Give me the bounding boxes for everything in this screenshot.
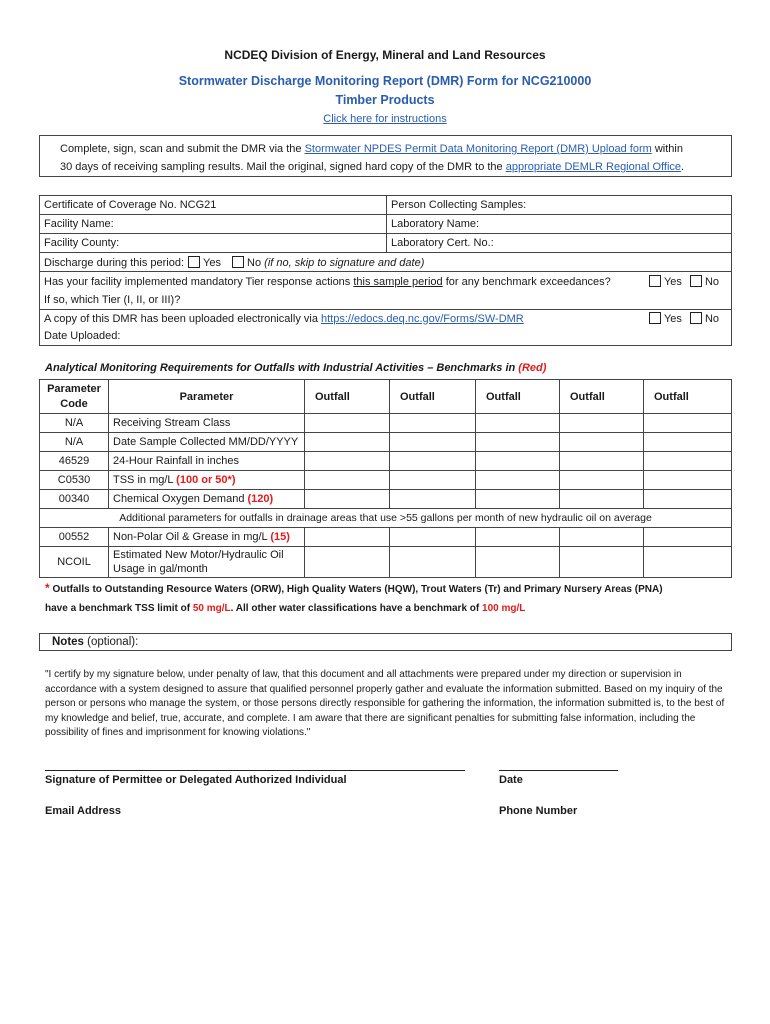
notes-optional: (optional): [83, 636, 139, 648]
outfall-cell[interactable] [305, 414, 390, 433]
notes-field[interactable] [39, 633, 732, 651]
outfall-cell[interactable] [390, 547, 476, 578]
upload-text: A copy of this DMR has been uploaded electronically via [44, 312, 321, 325]
discharge-yes-checkbox[interactable] [188, 256, 200, 268]
tier-which-field[interactable]: If so, which Tier (I, II, or III)? [44, 293, 181, 306]
form-subtitle: Timber Products [335, 93, 435, 107]
person-collecting-field[interactable]: Person Collecting Samples: [387, 196, 732, 215]
table-row [40, 528, 732, 547]
facility-county-field[interactable]: Facility County: [40, 234, 387, 253]
intro-text-4: . [681, 161, 685, 173]
footnote-100: 100 mg/L [482, 603, 526, 614]
tier-question-underlined: this sample period [353, 275, 443, 288]
email-label: Email Address [45, 805, 122, 817]
outfall-cell[interactable] [560, 547, 644, 578]
monitoring-heading [45, 362, 546, 374]
outfall-cell[interactable] [560, 452, 644, 471]
param-code: N/A [40, 433, 109, 452]
param-name: Estimated New Motor/Hydraulic Oil Usage in gal/month [109, 547, 305, 578]
discharge-yes-label: Yes [203, 256, 221, 269]
facility-name-field[interactable]: Facility Name: [40, 215, 387, 234]
date-label: Date [499, 774, 523, 786]
table-row [40, 490, 732, 509]
intro-text-1: Complete, sign, scan and submit the DMR via the [60, 143, 305, 155]
tss-footnote [45, 579, 745, 618]
outfall-cell[interactable] [644, 414, 732, 433]
col-header-outfall-2: Outfall [390, 380, 476, 414]
tier-yes-label: Yes [663, 275, 682, 288]
footnote-text-a: Outfalls to Outstanding Resource Waters (ORW), High Quality Waters (HQW), Trout Waters (Tr) and Primary Nursery Areas (PNA) [49, 584, 663, 595]
notes-label: Notes [52, 636, 84, 648]
footnote-50: 50 mg/L [192, 603, 231, 614]
outfall-cell[interactable] [305, 490, 390, 509]
param-name-text: Chemical Oxygen Demand [113, 493, 248, 505]
col-header-outfall-5: Outfall [644, 380, 732, 414]
tier-no-checkbox[interactable] [690, 275, 702, 287]
upload-yes-label: Yes [663, 312, 682, 325]
param-code: 46529 [40, 452, 109, 471]
regional-office-link[interactable]: appropriate DEMLR Regional Office [505, 161, 682, 173]
outfall-cell[interactable] [390, 471, 476, 490]
outfall-cell[interactable] [305, 547, 390, 578]
footnote-star: * [45, 581, 50, 595]
outfall-cell[interactable] [305, 471, 390, 490]
param-name: Receiving Stream Class [109, 414, 305, 433]
signature-line[interactable] [45, 757, 465, 771]
outfall-cell[interactable] [644, 471, 732, 490]
param-code: 00340 [40, 490, 109, 509]
footnote-text-b: have a benchmark TSS limit of [45, 603, 193, 614]
footnote-text-c: . All other water classifications have a benchmark of [230, 603, 483, 614]
outfall-cell[interactable] [390, 414, 476, 433]
coc-field[interactable]: Certificate of Coverage No. NCG21 [40, 196, 387, 215]
outfall-cell[interactable] [644, 452, 732, 471]
param-name: Date Sample Collected MM/DD/YYYY [109, 433, 305, 452]
outfall-cell[interactable] [476, 528, 560, 547]
intro-text-2: within [651, 143, 683, 155]
tier-question-b: for any benchmark exceedances? [442, 275, 611, 288]
param-name: 24-Hour Rainfall in inches [109, 452, 305, 471]
intro-text-3: 30 days of receiving sampling results. Mail the original, signed hard copy of the DMR to the [60, 161, 506, 173]
laboratory-name-field[interactable]: Laboratory Name: [387, 215, 732, 234]
instructions-link[interactable]: Click here for instructions [323, 113, 447, 125]
monitoring-heading-text: Analytical Monitoring Requirements for Outfalls with Industrial Activities – Benchmarks in [45, 362, 519, 374]
outfall-cell[interactable] [390, 452, 476, 471]
col-header-code-1: Parameter [47, 382, 101, 395]
col-header-code [40, 380, 109, 414]
lab-cert-field[interactable]: Laboratory Cert. No.: [387, 234, 732, 253]
col-header-code-2: Code [60, 397, 88, 410]
outfall-cell[interactable] [305, 452, 390, 471]
date-uploaded-field[interactable]: Date Uploaded: [44, 329, 121, 342]
table-row [40, 547, 732, 578]
outfall-cell[interactable] [390, 433, 476, 452]
certification-statement: "I certify by my signature below, under penalty of law, that this document and all attachments were prepared under my direction or supervision in accordance with a system designed to assure that qualified personnel properly gather and evaluate the information submitted. Based on my inquiry of the person or persons who manage the system, or those persons directly responsible for gathering the information, the information submitted is, to the best of my knowledge and belief, true, accurate, and complete. I am aware that there are significant penalties for submitting false information, including the possibility of fines and imprisonment for knowing violations." [45, 669, 725, 738]
discharge-label: Discharge during this period: [44, 256, 185, 269]
upload-row [40, 310, 732, 346]
tier-row [40, 272, 732, 310]
outfall-cell[interactable] [476, 433, 560, 452]
phone-label: Phone Number [499, 805, 578, 817]
tier-no-label: No [704, 275, 719, 288]
outfall-cell[interactable] [476, 414, 560, 433]
date-line[interactable] [499, 757, 618, 771]
outfall-cell[interactable] [305, 433, 390, 452]
param-name-text: Non-Polar Oil & Grease in mg/L [113, 531, 271, 543]
upload-no-label: No [704, 312, 719, 325]
signature-label: Signature of Permittee or Delegated Authorized Individual [45, 774, 347, 786]
discharge-row [40, 253, 732, 272]
param-code: C0530 [40, 471, 109, 490]
param-code: 00552 [40, 528, 109, 547]
col-header-outfall-1: Outfall [305, 380, 390, 414]
monitoring-heading-red: (Red) [518, 362, 547, 374]
outfall-cell[interactable] [560, 414, 644, 433]
outfall-cell[interactable] [644, 547, 732, 578]
outfall-cell[interactable] [390, 490, 476, 509]
param-code: N/A [40, 414, 109, 433]
discharge-note: (if no, skip to signature and date) [264, 256, 425, 269]
monitoring-table [39, 379, 732, 578]
outfall-cell[interactable] [560, 433, 644, 452]
param-name-text: TSS in mg/L [113, 474, 177, 486]
table-row [40, 452, 732, 471]
param-name [109, 528, 305, 547]
outfall-cell[interactable] [644, 433, 732, 452]
upload-no-checkbox[interactable] [690, 312, 702, 324]
col-header-parameter: Parameter [109, 380, 305, 414]
table-row [40, 471, 732, 490]
form-title: Stormwater Discharge Monitoring Report (DMR) Form for NCG210000 [178, 74, 592, 88]
outfall-cell[interactable] [644, 490, 732, 509]
tier-question-a: Has your facility implemented mandatory Tier response actions [44, 275, 354, 288]
outfall-cell[interactable] [305, 528, 390, 547]
tier-yes-checkbox[interactable] [649, 275, 661, 287]
outfall-cell[interactable] [476, 471, 560, 490]
discharge-no-label: No [247, 256, 262, 269]
outfall-cell[interactable] [476, 452, 560, 471]
param-code: NCOIL [40, 547, 109, 578]
benchmark-value: (100 or 50*) [176, 474, 236, 486]
discharge-no-checkbox[interactable] [232, 256, 244, 268]
outfall-cell[interactable] [644, 528, 732, 547]
outfall-cell[interactable] [560, 528, 644, 547]
benchmark-value: (120) [247, 493, 274, 505]
table-row [40, 414, 732, 433]
outfall-cell[interactable] [560, 471, 644, 490]
dmr-upload-link[interactable]: Stormwater NPDES Permit Data Monitoring Report (DMR) Upload form [304, 143, 652, 155]
outfall-cell[interactable] [560, 490, 644, 509]
upload-yes-checkbox[interactable] [649, 312, 661, 324]
table-row [40, 433, 732, 452]
param-name [109, 490, 305, 509]
col-header-outfall-4: Outfall [560, 380, 644, 414]
param-name [109, 471, 305, 490]
benchmark-value: (15) [270, 531, 290, 543]
additional-params-note: Additional parameters for outfalls in drainage areas that use >55 gallons per month of new hydraulic oil on average [40, 509, 732, 528]
outfall-cell[interactable] [476, 547, 560, 578]
agency-header: NCDEQ Division of Energy, Mineral and Land Resources [224, 48, 546, 62]
intro-box [39, 135, 732, 177]
outfall-cell[interactable] [476, 490, 560, 509]
col-header-outfall-3: Outfall [476, 380, 560, 414]
outfall-cell[interactable] [390, 528, 476, 547]
facility-info-table [39, 195, 732, 346]
edocs-link[interactable]: https://edocs.deq.nc.gov/Forms/SW-DMR [321, 312, 524, 325]
